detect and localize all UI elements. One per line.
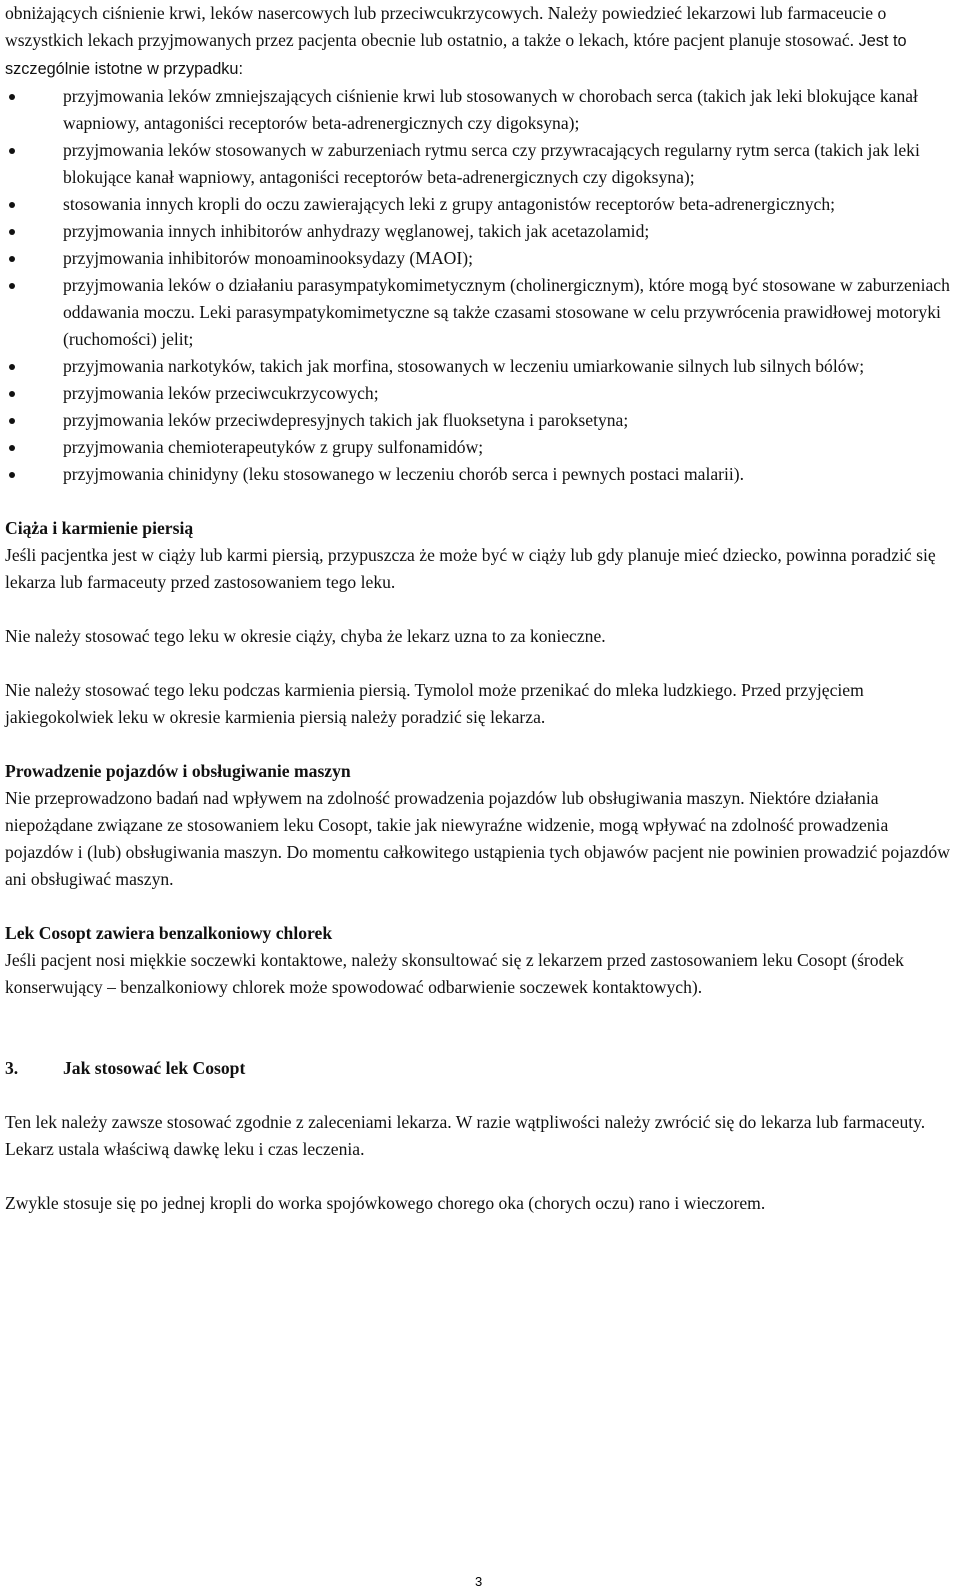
benzalkonium-heading: Lek Cosopt zawiera benzalkoniowy chlorek xyxy=(5,923,333,943)
pregnancy-paragraph-1: Jeśli pacjentka jest w ciąży lub karmi piersią, przypuszcza że może być w ciąży lub gdy planuje mieć dziecko, powinna poradzić się lekarza lub farmaceuty przed zastosowaniem tego leku. xyxy=(5,545,936,592)
pregnancy-heading: Ciąża i karmienie piersią xyxy=(5,518,194,538)
list-item: przyjmowania narkotyków, takich jak morfina, stosowanych w leczeniu umiarkowanie silnych lub silnych bólów; xyxy=(5,353,955,380)
list-item: przyjmowania leków zmniejszających ciśnienie krwi lub stosowanych w chorobach serca (takich jak leki blokujące kanał wapniowy, antagoniści receptorów beta-adrenergicznych czy digoksyna); xyxy=(5,83,955,137)
list-item: przyjmowania inhibitorów monoaminooksydazy (MAOI); xyxy=(5,245,955,272)
benzalkonium-paragraph: Jeśli pacjent nosi miękkie soczewki kontaktowe, należy skonsultować się z lekarzem przed zastosowaniem leku Cosopt (środek konserwujący – benzalkoniowy chlorek może spowodować odbarwienie soczewek kontaktowych). xyxy=(5,950,904,997)
section-3-paragraph-1: Ten lek należy zawsze stosować zgodnie z zaleceniami lekarza. W razie wątpliwości należy zwrócić się do lekarza lub farmaceuty. Lekarz ustala właściwą dawkę leku i czas leczenia. xyxy=(5,1112,926,1159)
list-item: przyjmowania leków przeciwcukrzycowych; xyxy=(5,380,955,407)
list-item: przyjmowania leków stosowanych w zaburzeniach rytmu serca czy przywracających regularny rytm serca (takich jak leki blokujące kanał wapniowy, antagoniści receptorów beta-adrenergicznych czy digoksyna); xyxy=(5,137,955,191)
section-3-paragraph-2: Zwykle stosuje się po jednej kropli do worka spojówkowego chorego oka (chorych oczu) rano i wieczorem. xyxy=(5,1193,766,1213)
list-item: przyjmowania leków o działaniu parasympatykomimetycznym (cholinergicznym), które mogą być stosowane w zaburzeniach oddawania moczu. Leki parasympatykomimetyczne są także czasami stosowane w celu przywrócenia prawidłowej motoryki (ruchomości) jelit; xyxy=(5,272,955,353)
list-item: przyjmowania chemioterapeutyków z grupy sulfonamidów; xyxy=(5,434,955,461)
intro-paragraph xyxy=(5,0,955,83)
section-3-heading xyxy=(5,1055,955,1082)
section-3-title: Jak stosować lek Cosopt xyxy=(63,1058,246,1078)
page-number: 3 xyxy=(475,1574,483,1589)
list-item: przyjmowania chinidyny (leku stosowanego w leczeniu chorób serca i pewnych postaci malarii). xyxy=(5,461,955,488)
document-page xyxy=(5,0,955,1592)
pregnancy-paragraph-2: Nie należy stosować tego leku w okresie ciąży, chyba że lekarz uzna to za konieczne. xyxy=(5,626,606,646)
intro-text-sans: Jest to szczególnie istotne w przypadku: xyxy=(5,32,907,78)
section-3-number: 3. xyxy=(5,1058,19,1078)
interactions-list xyxy=(5,83,955,488)
driving-paragraph: Nie przeprowadzono badań nad wpływem na zdolność prowadzenia pojazdów lub obsługiwania maszyn. Niektóre działania niepożądane związane ze stosowaniem leku Cosopt, takie jak niewyraźne widzenie, mogą wpływać na zdolność prowadzenia pojazdów i (lub) obsługiwania maszyn. Do momentu całkowitego ustąpienia tych objawów pacjent nie powinien prowadzić pojazdów ani obsługiwać maszyn. xyxy=(5,788,950,889)
list-item: przyjmowania innych inhibitorów anhydrazy węglanowej, takich jak acetazolamid; xyxy=(5,218,955,245)
driving-heading: Prowadzenie pojazdów i obsługiwanie maszyn xyxy=(5,761,351,781)
intro-text: obniżających ciśnienie krwi, leków nasercowych lub przeciwcukrzycowych. Należy powiedzieć lekarzowi lub farmaceucie o wszystkich lekach przyjmowanych przez pacjenta obecnie lub ostatnio, a także o lekach, które pacjent planuje stosować. xyxy=(5,3,887,50)
list-item: stosowania innych kropli do oczu zawierających leki z grupy antagonistów receptorów beta-adrenergicznych; xyxy=(5,191,955,218)
pregnancy-paragraph-3: Nie należy stosować tego leku podczas karmienia piersią. Tymolol może przenikać do mleka ludzkiego. Przed przyjęciem jakiegokolwiek leku w okresie karmienia piersią należy poradzić się lekarza. xyxy=(5,680,864,727)
list-item: przyjmowania leków przeciwdepresyjnych takich jak fluoksetyna i paroksetyna; xyxy=(5,407,955,434)
